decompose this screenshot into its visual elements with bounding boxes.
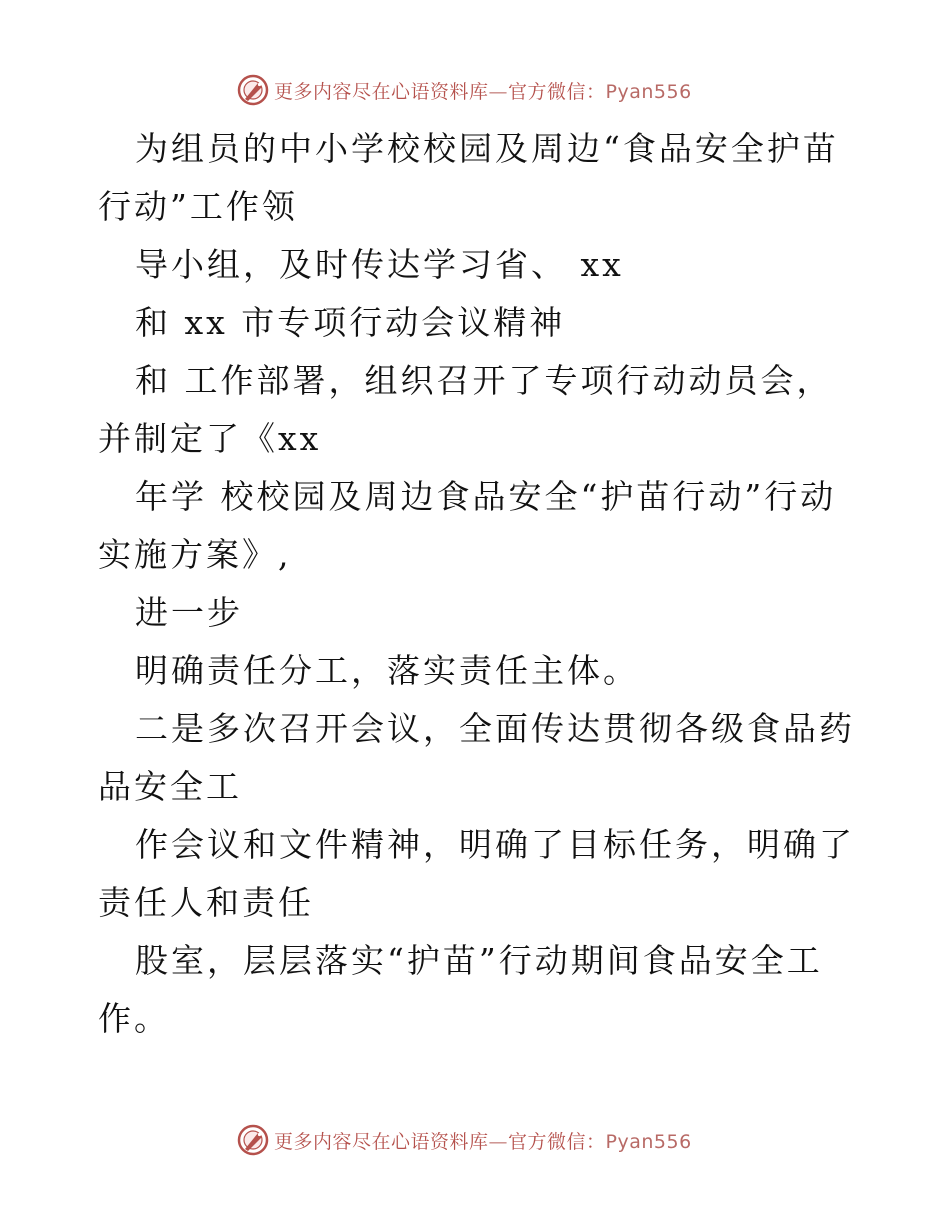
paragraph: 和 工作部署，组织召开了专项行动动员会，并制定了《xx <box>98 361 833 458</box>
footer-banner-main: 更多内容尽在心语资料库 <box>274 1130 489 1153</box>
footer-banner-wechat-label: 官方微信： <box>508 1130 606 1153</box>
paragraph: 明确责任分工，落实责任主体。 <box>135 651 639 690</box>
footer-banner <box>236 1123 692 1157</box>
footer-banner-text <box>274 1127 692 1154</box>
paragraph: 和 xx 市专项行动会议精神 <box>135 303 566 342</box>
pen-nib-logo-icon <box>236 73 270 107</box>
paragraph: 进一步 <box>135 593 243 632</box>
paragraph: 年学 校校园及周边食品安全“护苗行动”行动实施方案》, <box>98 477 837 574</box>
paragraph: 股室，层层落实“护苗”行动期间食品安全工作。 <box>98 941 823 1038</box>
pen-nib-logo-icon <box>236 1123 270 1157</box>
paragraph: 二是多次召开会议，全面传达贯彻各级食品药品安全工 <box>98 709 855 806</box>
header-banner-main: 更多内容尽在心语资料库 <box>274 80 489 103</box>
paragraph: 为组员的中小学校校园及周边“食品安全护苗行动”工作领 <box>98 129 839 226</box>
document-body <box>98 120 858 1048</box>
header-banner-separator: — <box>488 80 509 103</box>
header-banner-wechat-id: Pyan556 <box>605 80 692 103</box>
paragraph: 导小组，及时传达学习省、 xx <box>135 245 624 284</box>
footer-banner-separator: — <box>488 1130 509 1153</box>
paragraph: 作会议和文件精神，明确了目标任务，明确了责任人和责任 <box>98 825 855 922</box>
header-banner <box>236 73 692 107</box>
footer-banner-wechat-id: Pyan556 <box>605 1130 692 1153</box>
header-banner-wechat-label: 官方微信： <box>508 80 606 103</box>
header-banner-text <box>274 77 692 104</box>
